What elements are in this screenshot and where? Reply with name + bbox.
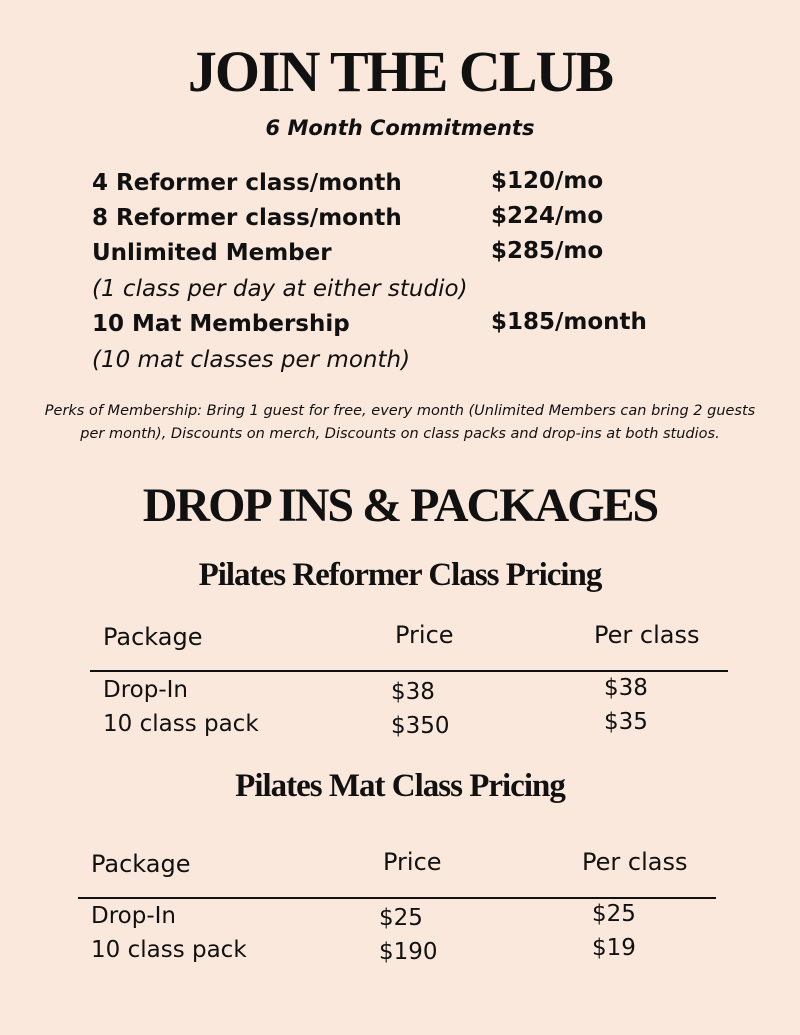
table-cell-package: 10 class pack (91, 937, 247, 963)
column-header-per-class: Per class (594, 621, 700, 649)
membership-name: 10 Mat Membership (92, 311, 350, 337)
perks-line: Perks of Membership: Bring 1 guest for free, every month (Unlimited Members can bring 2 guests (44, 403, 756, 419)
membership-perks (30, 400, 770, 446)
table-cell-price: $38 (391, 679, 435, 705)
table-cell-price: $25 (379, 905, 423, 931)
column-header-package: Package (103, 623, 203, 651)
commitment-subtitle: 6 Month Commitments (265, 116, 535, 140)
column-header-price: Price (383, 848, 442, 876)
membership-price: $285/mo (491, 238, 604, 264)
membership-price: $224/mo (491, 203, 604, 229)
column-header-per-class: Per class (582, 848, 688, 876)
table-divider (78, 897, 716, 899)
membership-name: Unlimited Member (92, 240, 332, 266)
table-cell-per-class: $19 (592, 935, 636, 961)
table-cell-package: Drop-In (91, 903, 176, 929)
drop-ins-title: DROP INS & PACKAGES (142, 479, 658, 532)
join-club-title: JOIN THE CLUB (187, 39, 613, 104)
reformer-pricing-title: Pilates Reformer Class Pricing (198, 557, 602, 593)
table-cell-package: 10 class pack (103, 711, 259, 737)
column-header-price: Price (395, 621, 454, 649)
table-cell-package: Drop-In (103, 677, 188, 703)
column-header-package: Package (91, 850, 191, 878)
membership-note: (1 class per day at either studio) (92, 276, 468, 302)
membership-name: 8 Reformer class/month (92, 205, 402, 231)
table-cell-per-class: $25 (592, 901, 636, 927)
table-cell-price: $350 (391, 713, 450, 739)
table-cell-per-class: $38 (604, 675, 648, 701)
table-divider (90, 670, 728, 672)
table-cell-price: $190 (379, 939, 438, 965)
table-cell-per-class: $35 (604, 709, 648, 735)
membership-note: (10 mat classes per month) (92, 347, 411, 373)
perks-line: per month), Discounts on merch, Discounts on class packs and drop-ins at both studios. (80, 426, 720, 442)
mat-pricing-title: Pilates Mat Class Pricing (235, 768, 565, 804)
membership-price: $185/month (491, 309, 647, 335)
membership-price: $120/mo (491, 168, 604, 194)
membership-name: 4 Reformer class/month (92, 170, 402, 196)
